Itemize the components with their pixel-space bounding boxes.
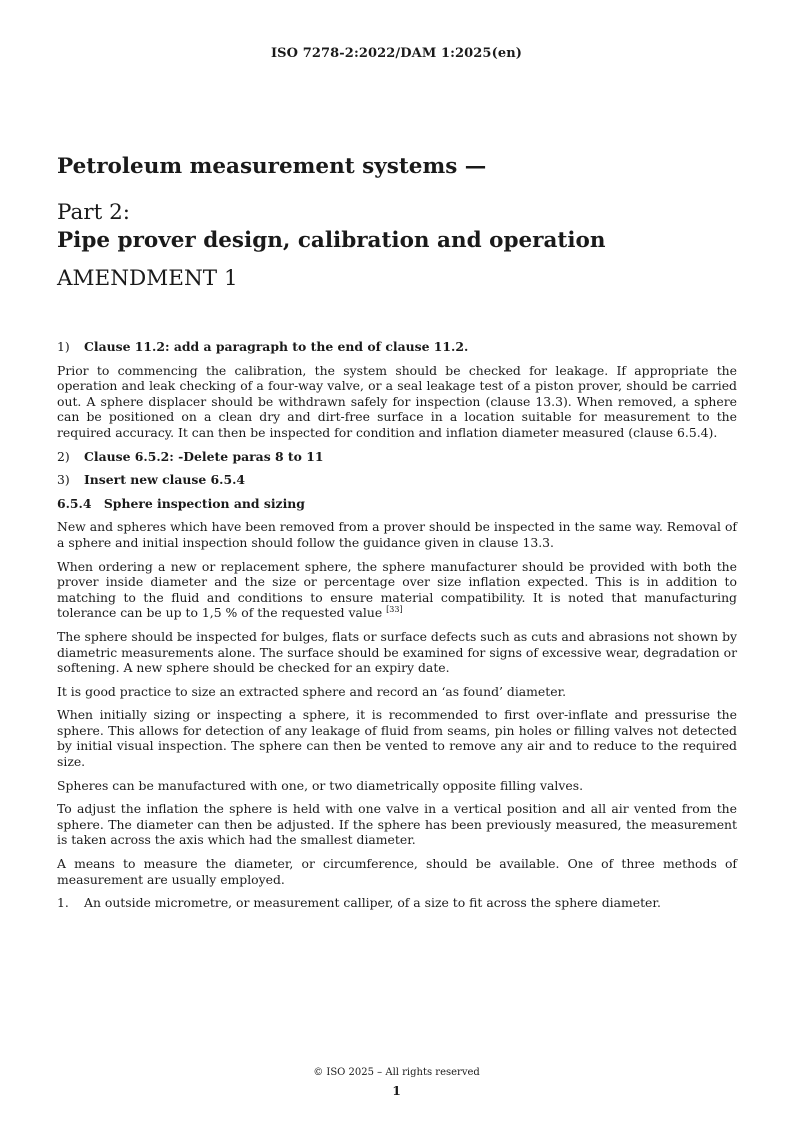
paragraph: The sphere should be inspected for bulges, flats or surface defects such as cuts and abrasions not shown by diametric measurements alone. The surface should be examined for signs of excessive wear, degradation or softening. A new sphere should be checked for an expiry date. bbox=[57, 628, 737, 676]
list-number: 1. bbox=[57, 895, 69, 911]
instruction-number: 1) bbox=[57, 339, 70, 354]
paragraph-with-citation bbox=[57, 559, 737, 621]
paragraph: A means to measure the diameter, or circumference, should be available. One of three methods of measurement are usually employed. bbox=[57, 856, 737, 887]
paragraph-text: When ordering a new or replacement sphere, the sphere manufacturer should be provided with both the prover inside diameter and the size or percentage over size inflation expected. This is in addition to matching to the fluid and conditions to ensure material compatibility. It is noted that manufacturing tolerance can be up to 1,5 % of the requested value bbox=[57, 558, 737, 621]
section-title: Sphere inspection and sizing bbox=[103, 495, 305, 511]
paragraph: It is good practice to size an extracted sphere and record an ‘as found’ diameter. bbox=[57, 683, 567, 699]
list-text: An outside micrometre, or measurement calliper, of a size to fit across the sphere diameter. bbox=[84, 895, 661, 911]
page-number: 1 bbox=[392, 1083, 401, 1098]
instruction-number: 2) bbox=[57, 448, 70, 464]
citation-reference[interactable]: [33] bbox=[386, 605, 403, 615]
paragraph: New and spheres which have been removed from a prover should be inspected in the same way. Removal of a sphere and initial inspection should follow the guidance given in clause 13.3. bbox=[57, 519, 737, 550]
paragraph: When initially sizing or inspecting a sphere, it is recommended to first over-inflate and pressurise the sphere. This allows for detection of any leakage of fluid from seams, pin holes or filling valves not detected by initial visual inspection. The sphere can then be vented to remove any air and to reduce to the required size. bbox=[57, 707, 737, 770]
instruction-number: 3) bbox=[57, 472, 70, 488]
amendment-label: AMENDMENT 1 bbox=[57, 266, 238, 291]
paragraph: To adjust the inflation the sphere is held with one valve in a vertical position and all air vented from the sphere. The diameter can then be adjusted. If the sphere has been previously measured, the measurement is taken across the axis which had the smallest diameter. bbox=[57, 801, 737, 848]
instruction-item bbox=[57, 472, 737, 488]
instruction-item bbox=[57, 449, 737, 465]
part-label: Part 2: bbox=[57, 200, 130, 225]
document-id-header: ISO 7278-2:2022/DAM 1:2025(en) bbox=[271, 46, 522, 61]
copyright-notice: © ISO 2025 – All rights reserved bbox=[313, 1067, 480, 1078]
paragraph: Spheres can be manufactured with one, or two diametrically opposite filling valves. bbox=[57, 777, 584, 793]
title-block bbox=[57, 152, 747, 294]
paragraph: Prior to commencing the calibration, the system should be checked for leakage. If appropriate the operation and leak checking of a four-way valve, or a seal leakage test of a piston prover, should be carried out. A sphere displacer should be withdrawn safely for inspection (clause 13.3). When removed, a sphere can be positioned on a clean dry and dirt-free surface in a location suitable for measurement to the required accuracy. It can then be inspected for condition and inflation diameter measured (clause 6.5.4). bbox=[57, 362, 737, 440]
instruction-item bbox=[57, 339, 737, 355]
list-item bbox=[57, 895, 737, 911]
document-body bbox=[57, 339, 737, 919]
section-number: 6.5.4 bbox=[57, 495, 92, 511]
instruction-text: Clause 11.2: add a paragraph to the end of clause 11.2. bbox=[84, 339, 469, 354]
instruction-text: Clause 6.5.2: -Delete paras 8 to 11 bbox=[84, 448, 324, 464]
instruction-text: Insert new clause 6.5.4 bbox=[84, 472, 246, 488]
main-title: Petroleum measurement systems — bbox=[57, 154, 487, 179]
section-heading bbox=[57, 496, 737, 512]
part-title: Pipe prover design, calibration and operation bbox=[57, 228, 606, 253]
